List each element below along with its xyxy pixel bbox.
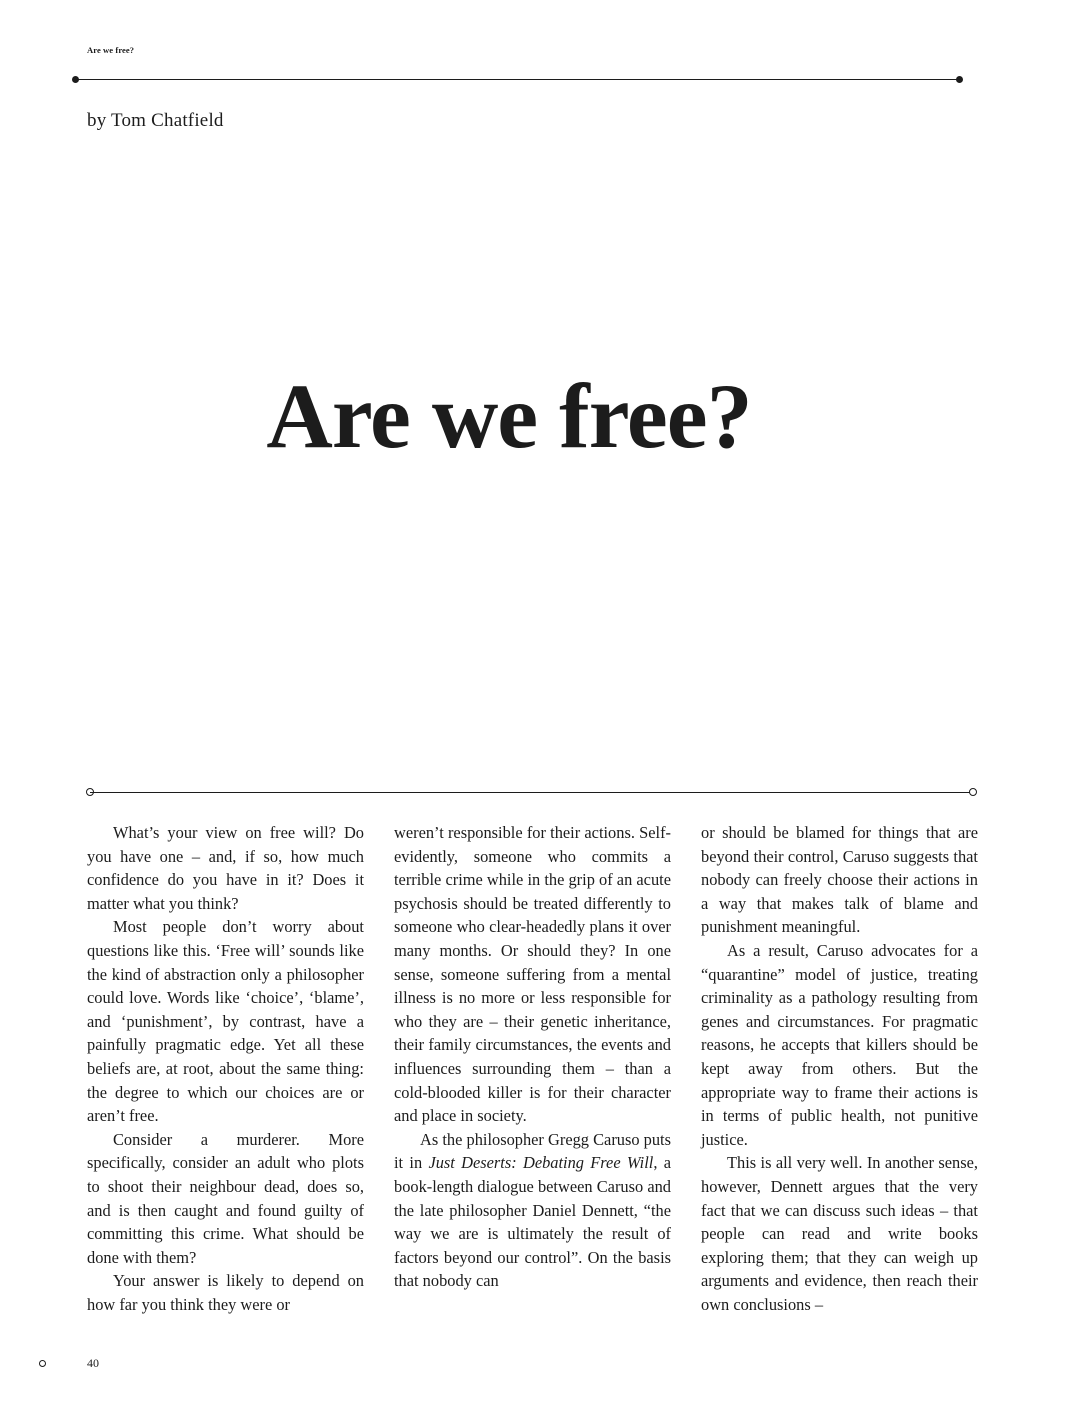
- paragraph: Consider a murderer. More specifically, consider an adult who plots to shoot their neighbour dead, does so, and is then caught and found guilty of committing this crime. What should be done with them?: [87, 1129, 364, 1267]
- body-column-1: [87, 821, 364, 1316]
- paragraph: Most people don’t worry about questions like this. ‘Free will’ sounds like the kind of abstraction only a philosopher could love. Words like ‘choice’, ‘blame’, and ‘punishment’, by contrast, have a painfully pragmatic edge. Yet all these beliefs are, at root, about the same thing: the degree to which our choices are or aren’t free.: [87, 917, 364, 1126]
- paragraph: What’s your view on free will? Do you have one – and, if so, how much confidence do you have in it? Does it matter what you think?: [87, 823, 364, 913]
- running-head: Are we free?: [87, 45, 135, 55]
- paragraph: [394, 1128, 671, 1293]
- top-rule: [76, 79, 960, 80]
- paragraph-continued: or should be blamed for things that are beyond their control, Caruso suggests that nobody can freely choose their actions in a way that makes talk of blame and punishment meaningful.: [701, 823, 978, 937]
- paragraph: As a result, Caruso advocates for a “quarantine” model of justice, treating criminality as a pathology resulting from genes and circumstances. For pragmatic reasons, he accepts that killers should be kept away from others. But the appropriate way to frame their actions is in terms of public health, not punitive justice.: [701, 940, 978, 1149]
- rule-end-dot-right: [956, 76, 963, 83]
- paragraph: Your answer is likely to depend on how far you think they were or: [87, 1271, 364, 1314]
- book-title: Just Deserts: Debating Free Will: [428, 1153, 654, 1173]
- byline: by Tom Chatfield: [87, 110, 224, 131]
- text-run: , a book-length dialogue between Caruso and the late philosopher Daniel Dennett, “the way we are is ultimately the result of factors beyond our control”. On the basis that nobody can: [394, 1153, 671, 1291]
- paragraph-continued: weren’t responsible for their actions. Self-evidently, someone who commits a terrible crime while in the grip of an acute psychosis should be treated differently to someone who clear-headedly plans it over many months. Or should they? In one sense, someone suffering from a mental illness is no more or less responsible for who they are – their genetic inheritance, their family circumstances, the events and influences surrounding them – than a cold-blooded killer is for their character and place in society.: [394, 823, 671, 1126]
- folio-ring-icon: [39, 1360, 46, 1367]
- page-number: 40: [87, 1356, 99, 1370]
- body-column-2: [394, 821, 671, 1293]
- text-run: As the philosopher Gregg Caruso puts it in: [394, 1129, 671, 1173]
- rule-end-ring-right: [969, 788, 977, 796]
- section-rule: [90, 792, 974, 793]
- article-title: Are we free?: [266, 365, 752, 467]
- body-column-3: [701, 821, 978, 1316]
- paragraph: This is all very well. In another sense, however, Dennett argues that the very fact that we can discuss such ideas – that people can read and write books exploring them; that they can weigh up arguments and evidence, then reach their own conclusions –: [701, 1153, 978, 1314]
